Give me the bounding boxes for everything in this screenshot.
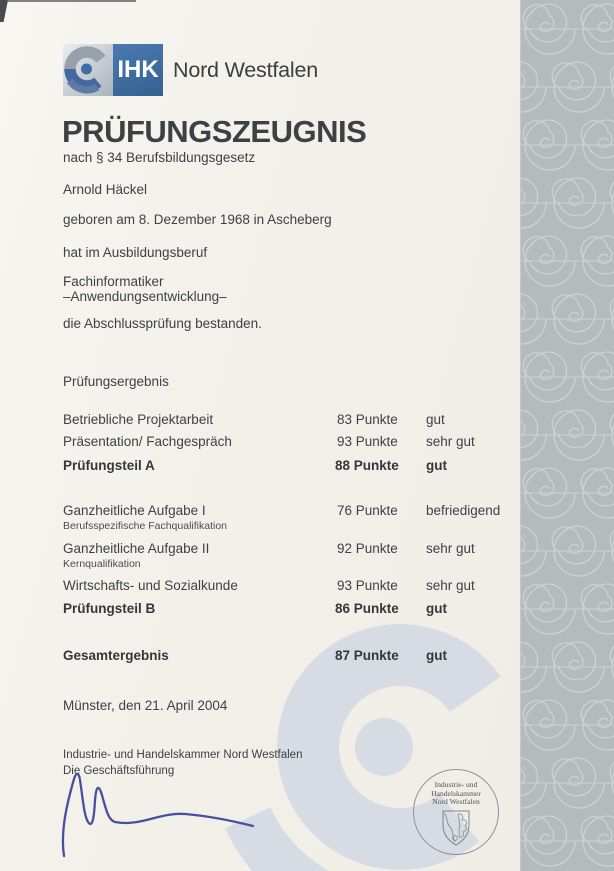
- issuer-line2: Die Geschäftsführung: [63, 765, 175, 777]
- total-label: Gesamtergebnis: [63, 648, 169, 663]
- result-points: 86 Punkte: [335, 601, 399, 616]
- result-label: Präsentation/ Fachgespräch: [63, 434, 232, 449]
- result-grade: sehr gut: [426, 578, 475, 593]
- recipient-name: Arnold Häckel: [63, 182, 148, 197]
- result-sublabel: Kernqualifikation: [63, 558, 141, 570]
- certificate-title: PRÜFUNGSZEUGNIS: [62, 114, 367, 149]
- result-label: Ganzheitliche Aufgabe II: [63, 541, 210, 556]
- profession-line2: –Anwendungsentwicklung–: [63, 289, 227, 304]
- certificate-subtitle: nach § 34 Berufsbildungsgesetz: [63, 150, 256, 165]
- passed-line: die Abschlussprüfung bestanden.: [63, 316, 262, 331]
- seal-line1: Industrie- und: [434, 780, 478, 789]
- ihk-logo-box: [113, 44, 163, 96]
- result-grade: sehr gut: [426, 541, 475, 556]
- result-sublabel: Berufsspezifische Fachqualifikation: [63, 520, 228, 532]
- result-label: Wirtschafts- und Sozialkunde: [63, 578, 238, 593]
- ornamental-border-strip: [520, 0, 614, 871]
- place-date: Münster, den 21. April 2004: [63, 698, 228, 713]
- ihk-region-text: Nord Westfalen: [173, 57, 318, 82]
- signature: [52, 765, 267, 865]
- results-heading: Prüfungsergebnis: [63, 374, 169, 389]
- recipient-birth: geboren am 8. Dezember 1968 in Ascheberg: [63, 212, 332, 227]
- profession-line1: Fachinformatiker: [63, 274, 164, 289]
- seal-line2: Handelskammer: [431, 788, 481, 798]
- result-points: 93 Punkte: [337, 578, 398, 593]
- issuer-line1: Industrie- und Handelskammer Nord Westfalen: [63, 749, 303, 761]
- seal-text: [414, 781, 498, 807]
- ihk-swirl-icon: [63, 44, 113, 96]
- result-grade: sehr gut: [426, 434, 475, 449]
- result-grade: befriedigend: [426, 503, 501, 518]
- result-label: Prüfungsteil A: [63, 458, 155, 473]
- result-points: 76 Punkte: [337, 503, 398, 518]
- result-grade: gut: [426, 412, 445, 427]
- result-label: Betriebliche Projektarbeit: [63, 412, 214, 427]
- result-points: 83 Punkte: [337, 412, 398, 427]
- result-grade: gut: [426, 458, 447, 473]
- ihk-logo-text: IHK: [117, 56, 159, 83]
- result-points: 88 Punkte: [335, 458, 399, 473]
- total-grade: gut: [426, 648, 447, 663]
- result-grade: gut: [426, 601, 447, 616]
- ihk-logo: [63, 44, 318, 96]
- total-points: 87 Punkte: [335, 648, 399, 663]
- scan-edge-artifact: [6, 0, 136, 2]
- intro-line: hat im Ausbildungsberuf: [63, 245, 208, 260]
- seal-coat-of-arms-icon: [438, 808, 474, 848]
- ihk-seal: [413, 769, 499, 855]
- seal-line3: Nord Westfalen: [432, 797, 480, 807]
- result-label: Prüfungsteil B: [63, 601, 156, 616]
- result-label: Ganzheitliche Aufgabe I: [63, 503, 206, 518]
- result-points: 92 Punkte: [337, 541, 398, 556]
- result-points: 93 Punkte: [337, 434, 398, 449]
